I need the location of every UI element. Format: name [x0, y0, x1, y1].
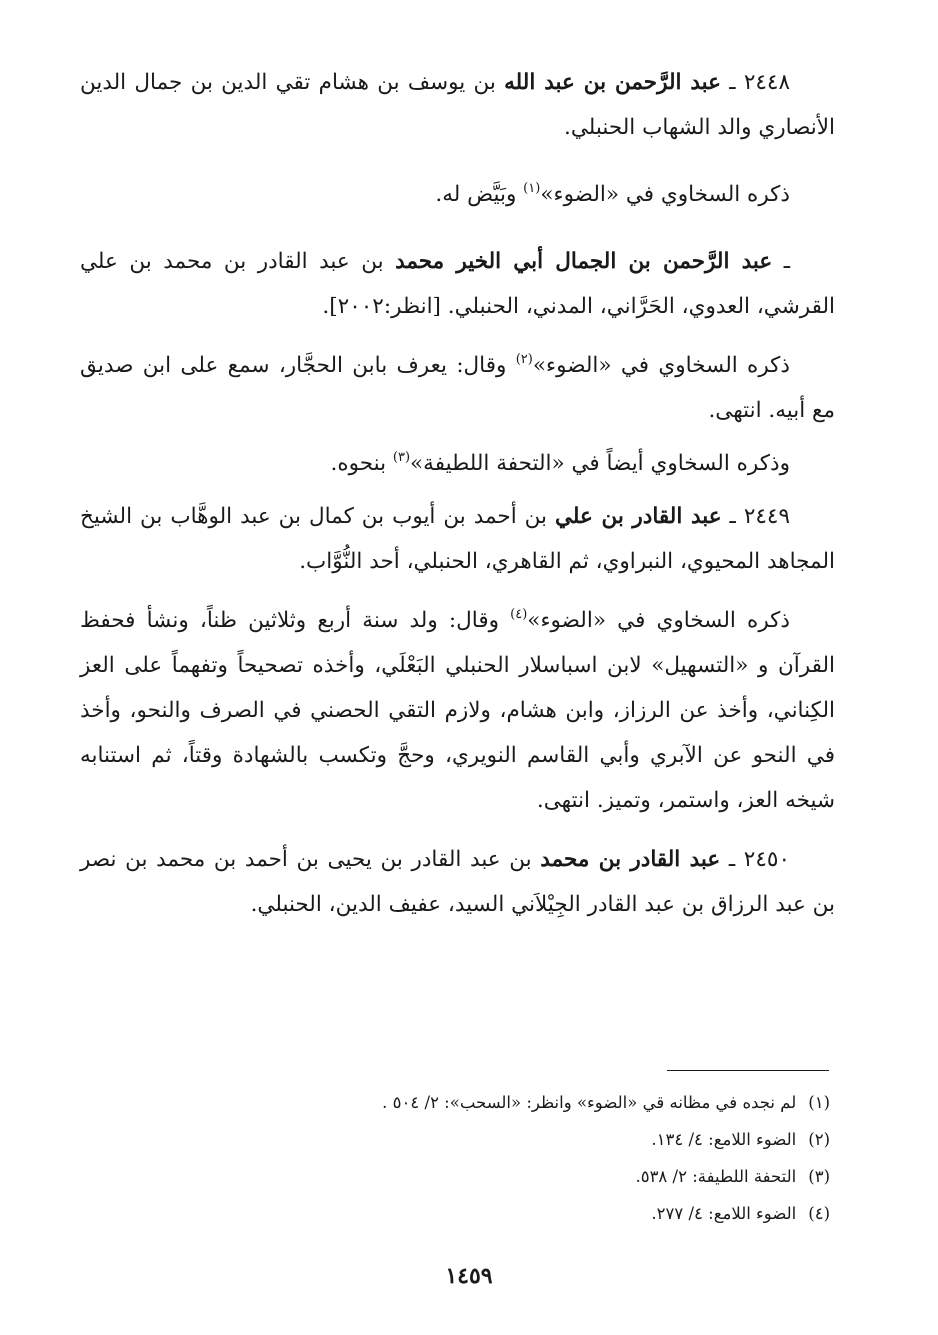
entry-number: ٢٤٥٠ ـ [720, 847, 790, 872]
footnote-ref: (٢) [515, 352, 533, 367]
footnote-number: (٤) [808, 1204, 830, 1223]
footnote-ref: (٣) [392, 450, 411, 465]
entry-2448 [80, 60, 835, 150]
entry-abdulrahman-note [80, 343, 835, 433]
entry-name: عبد القادر بن محمد [540, 847, 721, 872]
entry-number: ٢٤٤٨ ـ [720, 70, 791, 95]
footnote-number: (٢) [808, 1130, 830, 1149]
footnote-1 [150, 1084, 830, 1121]
footnote-3 [150, 1158, 830, 1195]
entry-2448-note [80, 172, 835, 217]
entry-2450 [80, 837, 835, 927]
footnote-2 [150, 1121, 830, 1158]
footnote-ref: (١) [523, 181, 541, 196]
entry-name: عبد الرَّحمن بن عبد الله [504, 70, 721, 95]
footnote-text: الضوء اللامع: ٤/ ١٣٤. [651, 1130, 797, 1149]
note-text: ذكره السخاوي في «الضوء» [527, 608, 790, 633]
note-text: ذكره السخاوي في «الضوء» [532, 353, 790, 378]
entry-name: عبد الرَّحمن بن الجمال أبي الخير محمد [395, 249, 773, 274]
footnote-text: التحفة اللطيفة: ٢/ ٥٣٨. [635, 1167, 797, 1186]
entry-text: بن أحمد بن أيوب بن كمال بن عبد الوهَّاب بن الشيخ المجاهد المحيوي، النبراوي، ثم القاهري، الحنبلي، أحد النُّوَّاب. [80, 504, 835, 574]
note-text: وذكره السخاوي أيضاً في «التحفة اللطيفة» [410, 451, 790, 476]
entry-text: بن عبد القادر بن محمد بن علي القرشي، العدوي، الحَرَّاني، المدني، الحنبلي. [انظر:٢٠٠٢]. [80, 249, 835, 319]
entry-text: بن عبد القادر بن يحيى بن أحمد بن محمد بن نصر بن عبد الرزاق بن عبد القادر الجِيْلاَني السيد، عفيف الدين، الحنبلي. [80, 847, 835, 917]
entry-number: ٢٤٤٩ ـ [721, 504, 791, 529]
footnote-text: الضوء اللامع: ٤/ ٢٧٧. [651, 1204, 797, 1223]
note-text: بنحوه. [330, 451, 393, 476]
entry-2449-note [80, 598, 835, 823]
entry-text: بن يوسف بن هشام تقي الدين بن جمال الدين الأنصاري والد الشهاب الحنبلي. [80, 70, 835, 140]
footnote-number: (١) [808, 1093, 830, 1112]
footnote-4 [150, 1195, 830, 1232]
note-text: ذكره السخاوي في «الضوء» [540, 182, 790, 207]
note-text: وقال: يعرف بابن الحجَّار، سمع على ابن صديق مع أبيه. انتهى. [80, 353, 835, 423]
entry-abdulrahman-bin-aljamal [80, 239, 835, 329]
entry-2449 [80, 494, 835, 584]
note-text: وقال: ولد سنة أربع وثلاثين ظناً، ونشأ فحفظ القرآن و «التسهيل» لابن اسباسلار الحنبلي البَعْلَي، وأخذه تصحيحاً وتفهماً على العز الكِناني، وأخذ عن الرزاز، وابن هشام، ولازم التقي الحصني في الصرف والنحو، وأخذ في النحو عن الآبري وأبي القاسم النويري، وحجَّ وتكسب بالشهادة وقتاً، ثم استنابه شيخه العز، واستمر، وتميز. انتهى. [80, 608, 835, 813]
footnote-ref: (٤) [510, 607, 528, 622]
entry-number: ـ [772, 249, 790, 274]
footnotes [150, 1084, 830, 1232]
page-body [80, 60, 835, 927]
entry-abdulrahman-note-2 [80, 441, 835, 486]
note-text: وبَيَّض له. [435, 182, 524, 207]
page-number: ١٤٥٩ [445, 1263, 493, 1289]
entry-name: عبد القادر بن علي [554, 504, 722, 529]
footnote-text: لم نجده في مظانه قي «الضوء» وانظر: «السحب»: ٢/ ٥٠٤ . [382, 1093, 797, 1112]
footnote-number: (٣) [808, 1167, 830, 1186]
footnote-divider [667, 1070, 829, 1071]
